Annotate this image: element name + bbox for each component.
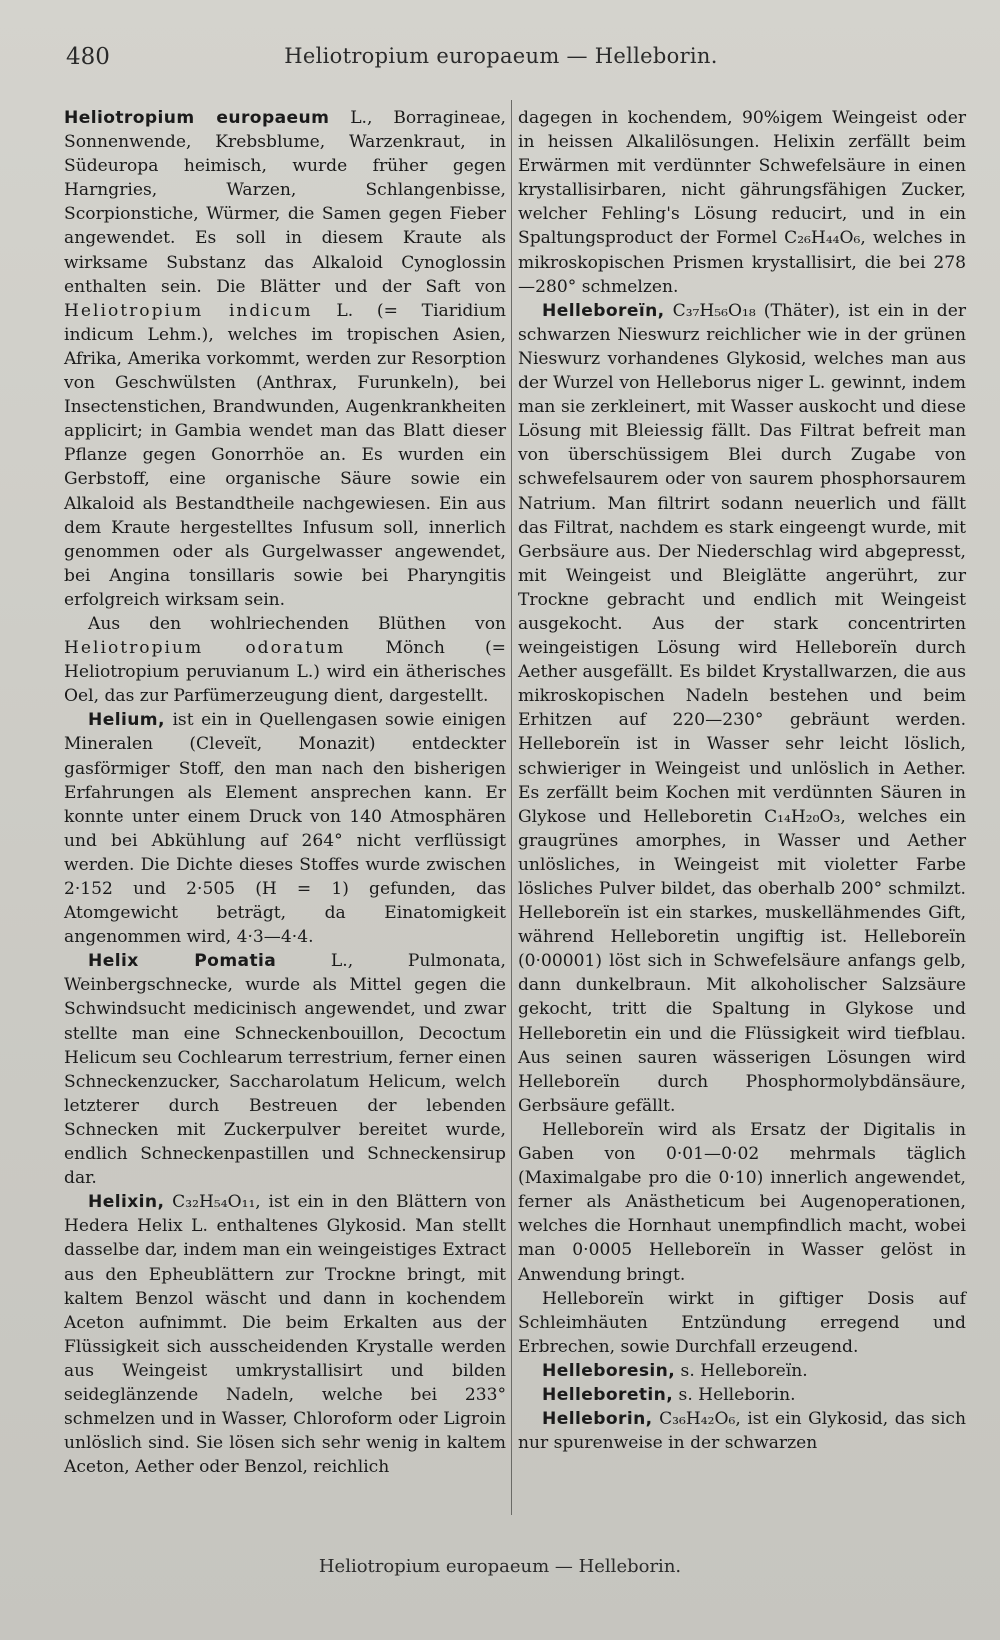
entry-text: L. (= Tiaridium indicum Lehm.), welches im tropischen Asien, Afrika, Amerika vorkommt, werden zur Resorption von Geschwülsten (Anthrax, Furunkeln), bei Insectenstichen, Brandwunden, Augenkrankheiten applicirt; in Gambia wendet man das Blatt dieser Pflanze gegen Gonorrhöe an. Es wurden ein Gerbstoff, eine organische Säure sowie ein Alkaloid als Bestandtheile nachgewiesen. Ein aus dem Kraute hergestelltes Infusum soll, innerlich genommen oder als Gurgelwasser angewendet, bei Angina tonsillaris sowie bei Pharyngitis erfolgreich wirksam sein.: [64, 300, 506, 610]
column-divider: [511, 100, 512, 1515]
entry-text: L., Pulmonata, Weinbergschnecke, wurde als Mittel gegen die Schwindsucht medicinisch angewendet, und zwar stellte man eine Schneckenbouillon, Decoctum Helicum seu Cochlearum terrestrium, ferner einen Schneckenzucker, Saccharolatum Helicum, welch letzterer durch Bestreuen der lebenden Schnecken mit Zuckerpulver bereitet wurde, endlich Schneckenpastillen und Schneckensirup dar.: [64, 951, 506, 1189]
entry-text: C₃₇H₅₆O₁₈ (Thäter), ist ein in der schwarzen Nieswurz reichlicher wie in der grünen Nieswurz vorhandenes Glykosid, welches man aus der Wurzel von Helleborus niger L. gewinnt, indem man sie zerkleinert, mit Wasser auskocht und diese Lösung mit Bleiessig fällt. Das Filtrat befreit man von überschüssigem Blei durch Zugabe von schwefelsaurem oder von saurem phosphorsaurem Natrium. Man filtrirt sodann neuerlich und fällt das Filtrat, nachdem es stark eingeengt wurde, mit Gerbsäure aus. Der Niederschlag wird abgepresst, mit Weingeist und Bleiglätte angerührt, zur Trockne gebracht und endlich mit Weingeist ausgekocht. Aus der stark concentrirten weingeistigen Lösung wird Helleboreïn durch Aether ausgefällt. Es bildet Krystallwarzen, die aus mikroskopischen Nadeln bestehen und beim Erhitzen auf 220—230° gebräunt werden. Helleboreïn ist in Wasser sehr leicht löslich, schwieriger in Weingeist und unlöslich in Aether. Es zerfällt beim Kochen mit verdünnten Säuren in Glykose und Helleboretin C₁₄H₂₀O₃, welches ein graugrünes amorphes, in Wasser und Aether unlösliches, in Weingeist mit violetter Farbe lösliches Pulver bildet, das oberhalb 200° schmilzt. Helleboreïn ist ein starkes, muskellähmendes Gift, während Helleboretin ungiftig ist. Helleboreïn (0·00001) löst sich in Schwefelsäure anfangs gelb, dann dunkelbraun. Mit alkoholischer Salzsäure gekocht, tritt die Spaltung in Glykose und Helleboretin ein und die Flüssigkeit wird tiefblau. Aus seinen sauren wässerigen Lösungen wird Helleboreïn durch Phosphormolybdänsäure, Gerbsäure gefällt.: [518, 300, 966, 1116]
entry-helleborein-effects: Helleboreïn wirkt in giftiger Dosis auf Schleimhäuten Entzündung erregend und Erbrechen, sowie Durchfall erzeugend.: [518, 1288, 966, 1357]
spaced-term: Heliotropium indicum: [64, 300, 313, 321]
page-number: 480: [66, 44, 110, 70]
running-title: Heliotropium europaeum — Helleborin.: [284, 44, 718, 68]
entry-helleboresin: [518, 1359, 966, 1383]
entry-text: s. Helleborin.: [673, 1384, 796, 1405]
spaced-term: Heliotropium odoratum: [64, 638, 346, 659]
entry-text: ist ein in Quellengasen sowie einigen Mineralen (Cleveït, Monazit) entdeckter gasförmiger Stoff, den man nach den bisherigen Erfahrungen als Element ansprechen kann. Er konnte unter einem Druck von 140 Atmosphären und bei Abkühlung auf 264° nicht verflüssigt werden. Die Dichte dieses Stoffes wurde zwischen 2·152 und 2·505 (H = 1) gefunden, das Atomgewicht beträgt, da Einatomigkeit angenommen wird, 4·3—4·4.: [64, 710, 506, 948]
entry-text: s. Helleboreïn.: [675, 1360, 808, 1381]
entry-helleboretin: [518, 1383, 966, 1407]
headword: Helleboreïn,: [542, 300, 665, 321]
headword: Helix Pomatia: [88, 951, 277, 972]
entry-heliotropium-odoratum: [64, 612, 506, 708]
entry-helium: [64, 708, 506, 949]
entry-text: L., Borragineae, Sonnenwende, Krebsblume, Warzenkraut, in Südeuropa heimisch, wurde früher gegen Harngries, Warzen, Schlangenbisse, Scorpionstiche, Würmer, die Samen gegen Fieber angewendet. Es soll in diesem Kraute als wirksame Substanz das Alkaloid Cynoglossin enthalten sein. Die Blätter und der Saft von: [64, 108, 506, 297]
headword: Helleboretin,: [542, 1384, 674, 1405]
left-column: [64, 106, 506, 1479]
entry-text: Mönch (= Heliotropium peruvianum L.) wird ein ätherisches Oel, das zur Parfümerzeugung dient, dargestellt.: [64, 638, 506, 707]
entry-helix-pomatia: [64, 949, 506, 1190]
headword: Helleboresin,: [542, 1360, 676, 1381]
headword: Helium,: [88, 710, 165, 731]
entry-text: C₃₆H₄₂O₆, ist ein Glykosid, das sich nur spurenweise in der schwarzen: [518, 1409, 966, 1454]
entry-helleborin: [518, 1407, 966, 1455]
entry-heliotropium-europaeum: [64, 106, 506, 612]
entry-helixin-continued: dagegen in kochendem, 90%igem Weingeist oder in heissen Alkalilösungen. Helixin zerfällt beim Erwärmen mit verdünnter Schwefelsäure in einen krystallisirbaren, nicht gährungsfähigen Zucker, welcher Fehling's Lösung reducirt, und in ein Spaltungsproduct der Formel C₂₆H₄₄O₆, welches in mikroskopischen Prismen krystallisirt, die bei 278—280° schmelzen.: [518, 108, 966, 297]
entry-helleborein-usage: Helleboreïn wird als Ersatz der Digitalis in Gaben von 0·01—0·02 mehrmals täglich (Maximalgabe pro die 0·10) innerlich angewendet, ferner als Anästheticum bei Augenoperationen, welches die Hornhaut unempfindlich macht, wobei man 0·0005 Helleboreïn in Wasser gelöst in Anwendung bringt.: [518, 1119, 966, 1285]
entry-helleborein: [518, 299, 966, 1118]
headword: Heliotropium europaeum: [64, 108, 330, 128]
entry-text: Aus den wohlriechenden Blüthen von: [88, 613, 506, 634]
headword: Helixin,: [88, 1192, 165, 1213]
page-footer: Heliotropium europaeum — Helleborin.: [318, 1556, 682, 1577]
entry-helixin: [64, 1190, 506, 1479]
headword: Helleborin,: [542, 1409, 653, 1430]
right-column: [518, 106, 966, 1455]
entry-text: C₃₂H₅₄O₁₁, ist ein in den Blättern von Hedera Helix L. enthaltenes Glykosid. Man stellt dasselbe dar, indem man ein weingeistiges Extract aus den Epheublättern zur Trockne bringt, mit kaltem Benzol wäscht und dann in kochendem Aceton aufnimmt. Die beim Erkalten aus der Flüssigkeit sich ausscheidenden Krystalle werden aus Weingeist umkrystallisirt und bilden seideglänzende Nadeln, welche bei 233° schmelzen und in Wasser, Chloroform oder Ligroin unlöslich sind. Sie lösen sich sehr wenig in kaltem Aceton, Aether oder Benzol, reichlich: [64, 1192, 506, 1478]
